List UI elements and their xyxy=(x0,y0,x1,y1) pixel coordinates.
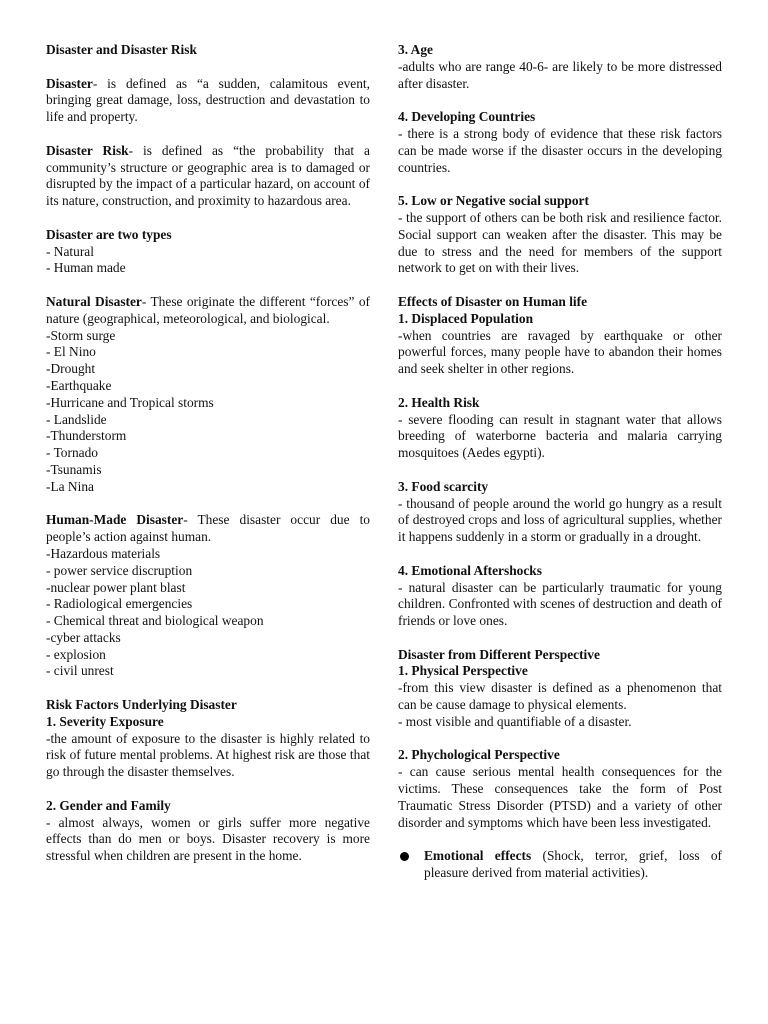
health-risk-text: - severe flooding can result in stagnant water that allows breeding of waterborne bacteria and malaria carrying mosquitoes (Aedes egypti). xyxy=(398,411,722,461)
effects-heading: Effects of Disaster on Human life xyxy=(398,293,588,309)
perspective-heading: Disaster from Different Perspective xyxy=(398,646,600,662)
social-support-section xyxy=(398,193,722,277)
left-column xyxy=(46,42,370,882)
list-item: -cyber attacks xyxy=(46,629,121,645)
list-item: -Earthquake xyxy=(46,377,112,393)
natural-disaster-section xyxy=(46,294,370,496)
food-scarcity-section xyxy=(398,479,722,546)
list-item: - Tornado xyxy=(46,445,98,461)
list-item: -Hurricane and Tropical storms xyxy=(46,394,214,410)
gender-family-heading: 2. Gender and Family xyxy=(46,797,171,813)
human-made-disaster-definition xyxy=(46,512,370,546)
list-item: -Drought xyxy=(46,361,96,377)
risk-factors-heading: Risk Factors Underlying Disaster xyxy=(46,697,237,713)
physical-perspective-section xyxy=(398,647,722,731)
severity-exposure-text: -the amount of exposure to the disaster is highly related to risk of future mental problems. At highest risk are those that go through the disaster themselves. xyxy=(46,730,370,780)
social-support-text: - the support of others can be both risk and resilience factor. Social support can weaken after the disaster. This may be due to stress and the need for members of the support network to get on with their lives. xyxy=(398,209,722,276)
natural-disaster-definition xyxy=(46,294,370,328)
psychological-perspective-heading: 2. Phychological Perspective xyxy=(398,747,560,763)
disaster-risk-definition-text: - is defined as “the probability that a community’s structure or geographic area is to damaged or disrupted by the impact of a particular hazard, on account of its nature, construction, and proximity to hazardous area. xyxy=(46,142,370,209)
age-text: -adults who are range 40-6- are likely to be more distressed after disaster. xyxy=(398,58,722,91)
human-made-disaster-section xyxy=(46,512,370,680)
list-item: - El Nino xyxy=(46,344,96,360)
list-item: - Radiological emergencies xyxy=(46,596,193,612)
list-item: - Natural xyxy=(46,243,94,259)
emotional-effects-text-wrap xyxy=(424,848,722,882)
list-item: - power service discruption xyxy=(46,562,193,578)
list-item: -Tsunamis xyxy=(46,461,102,477)
list-item: - explosion xyxy=(46,646,106,662)
developing-countries-text: - there is a strong body of evidence that these risk factors can be made worse if the disaster occurs in the developing countries. xyxy=(398,125,722,175)
developing-countries-heading: 4. Developing Countries xyxy=(398,109,536,125)
list-item: -La Nina xyxy=(46,478,94,494)
right-column xyxy=(398,42,722,882)
physical-perspective-text-2: - most visible and quantifiable of a disaster. xyxy=(398,713,632,729)
document-title: Disaster and Disaster Risk xyxy=(46,42,197,57)
psychological-perspective-text: - can cause serious mental health consequences for the victims. These consequences take the form of Post Traumatic Stress Disorder (PTSD) and a variety of other disorder and symptoms which have been less investigated. xyxy=(398,764,722,830)
age-heading: 3. Age xyxy=(398,42,433,57)
age-section xyxy=(398,42,722,92)
disaster-risk-term: Disaster Risk xyxy=(46,142,129,158)
human-made-disaster-term: Human-Made Disaster xyxy=(46,512,184,528)
displaced-population-heading: 1. Displaced Population xyxy=(398,310,534,326)
list-item: -Hazardous materials xyxy=(46,545,161,561)
health-risk-section xyxy=(398,395,722,462)
developing-countries-section xyxy=(398,109,722,176)
emotional-aftershocks-section xyxy=(398,563,722,630)
natural-disaster-term: Natural Disaster xyxy=(46,293,142,309)
food-scarcity-heading: 3. Food scarcity xyxy=(398,478,489,494)
disaster-definition-text: - is defined as “a sudden, calamitous event, bringing great damage, loss, destruction and devastation to life and property. xyxy=(46,75,370,125)
emotional-aftershocks-text: - natural disaster can be particularly traumatic for young children. Confronted with scenes of destruction and death of friends or love ones. xyxy=(398,579,722,629)
displaced-population-section xyxy=(398,294,722,378)
disaster-definition xyxy=(46,76,370,126)
human-made-disaster-definition-text: - These disaster occur due to people’s action against human. xyxy=(46,512,370,545)
natural-disaster-definition-text: - These originate the different “forces” of nature (geographical, meteorological, and biological. xyxy=(46,293,370,326)
emotional-effects-bullet xyxy=(398,848,722,882)
list-item: - Landslide xyxy=(46,411,107,427)
physical-perspective-text: -from this view disaster is defined as a phenomenon that can be cause damage to physical elements. xyxy=(398,680,722,713)
physical-perspective-heading: 1. Physical Perspective xyxy=(398,663,528,679)
list-item: - Human made xyxy=(46,260,126,276)
bullet-icon xyxy=(400,852,409,861)
risk-factors-section xyxy=(46,697,370,781)
psychological-perspective-section xyxy=(398,747,722,831)
list-item: -Storm surge xyxy=(46,327,116,343)
list-item: -Thunderstorm xyxy=(46,428,127,444)
disaster-types-section xyxy=(46,227,370,277)
food-scarcity-text: - thousand of people around the world go hungry as a result of destroyed crops and loss of agricultural supplies, whether it happens suddenly in a storm or gradually in a drought. xyxy=(398,495,722,545)
disaster-term: Disaster xyxy=(46,75,93,91)
list-item: - Chemical threat and biological weapon xyxy=(46,613,264,629)
disaster-risk-definition xyxy=(46,143,370,210)
severity-exposure-heading: 1. Severity Exposure xyxy=(46,713,164,729)
emotional-effects-text: (Shock, terror, grief, loss of pleasure derived from material activities). xyxy=(424,848,723,881)
health-risk-heading: 2. Health Risk xyxy=(398,394,480,410)
list-item: - civil unrest xyxy=(46,663,114,679)
emotional-effects-term: Emotional effects xyxy=(424,848,532,864)
list-item: -nuclear power plant blast xyxy=(46,579,186,595)
gender-family-text: - almost always, women or girls suffer more negative effects than do men or boys. Disaster recovery is more stressful when children are present in the home. xyxy=(46,814,370,864)
emotional-aftershocks-heading: 4. Emotional Aftershocks xyxy=(398,562,542,578)
disaster-types-heading: Disaster are two types xyxy=(46,226,172,242)
social-support-heading: 5. Low or Negative social support xyxy=(398,193,589,209)
gender-family-section xyxy=(46,798,370,865)
displaced-population-text: -when countries are ravaged by earthquake or other powerful forces, many people have to abandon their homes and seek shelter in other regions. xyxy=(398,327,722,377)
